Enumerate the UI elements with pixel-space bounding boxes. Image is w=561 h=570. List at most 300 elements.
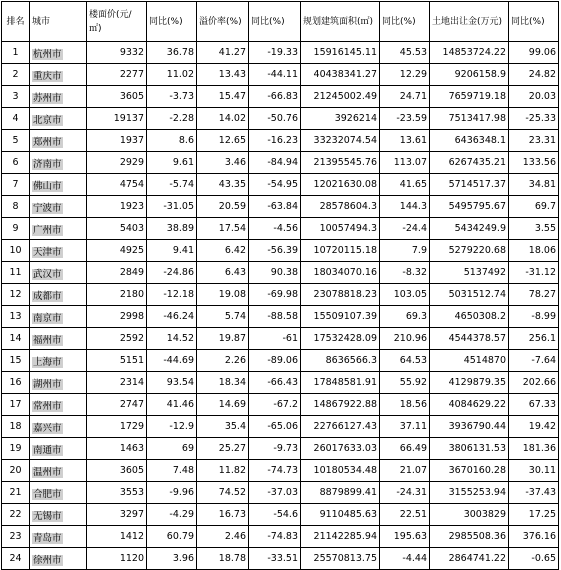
table-row	[2, 240, 559, 262]
header-floor-price: 楼面价(元/㎡)	[87, 2, 147, 42]
building-area-cell: 10057494.3	[301, 218, 380, 240]
building-area-cell: 8636566.3	[301, 350, 380, 372]
floor-price-cell: 1729	[87, 416, 147, 438]
rank-cell: 11	[2, 262, 30, 284]
building-area-yoy-cell: -8.32	[380, 262, 430, 284]
land-revenue-cell: 2864741.22	[430, 548, 509, 570]
premium-yoy-cell: -63.84	[249, 196, 301, 218]
building-area-cell: 17848581.91	[301, 372, 380, 394]
floor-price-yoy-cell: 69	[147, 438, 197, 460]
floor-price-yoy-cell: 60.79	[147, 526, 197, 548]
premium-rate-cell: 20.59	[197, 196, 249, 218]
land-revenue-cell: 4544378.57	[430, 328, 509, 350]
land-revenue-cell: 5495795.67	[430, 196, 509, 218]
building-area-cell: 15916145.11	[301, 42, 380, 64]
rank-cell: 17	[2, 394, 30, 416]
premium-rate-cell: 12.65	[197, 130, 249, 152]
building-area-cell: 26017633.03	[301, 438, 380, 460]
table-row	[2, 174, 559, 196]
building-area-cell: 3926214	[301, 108, 380, 130]
city-cell	[30, 284, 87, 306]
floor-price-yoy-cell: 41.46	[147, 394, 197, 416]
header-floor-price-yoy: 同比(%)	[147, 2, 197, 42]
city-name: 济南市	[33, 158, 62, 170]
city-name: 合肥市	[33, 488, 62, 500]
land-revenue-yoy-cell: -37.43	[509, 482, 559, 504]
premium-rate-cell: 43.35	[197, 174, 249, 196]
premium-yoy-cell: -69.98	[249, 284, 301, 306]
city-name: 宁波市	[33, 202, 62, 214]
floor-price-cell: 2929	[87, 152, 147, 174]
land-revenue-cell: 3155253.94	[430, 482, 509, 504]
floor-price-cell: 3605	[87, 86, 147, 108]
rank-cell: 13	[2, 306, 30, 328]
city-cell	[30, 86, 87, 108]
land-revenue-cell: 6436348.1	[430, 130, 509, 152]
building-area-yoy-cell: 22.51	[380, 504, 430, 526]
table-row	[2, 218, 559, 240]
premium-yoy-cell: -19.33	[249, 42, 301, 64]
land-revenue-yoy-cell: -25.33	[509, 108, 559, 130]
city-cell	[30, 42, 87, 64]
floor-price-cell: 1937	[87, 130, 147, 152]
rank-cell: 8	[2, 196, 30, 218]
land-revenue-cell: 7513417.98	[430, 108, 509, 130]
land-revenue-yoy-cell: 256.1	[509, 328, 559, 350]
city-name: 成都市	[33, 290, 62, 302]
city-cell	[30, 372, 87, 394]
city-cell	[30, 64, 87, 86]
premium-yoy-cell: -88.58	[249, 306, 301, 328]
table-row	[2, 64, 559, 86]
floor-price-cell: 1463	[87, 438, 147, 460]
floor-price-yoy-cell: 8.6	[147, 130, 197, 152]
city-name: 重庆市	[33, 70, 62, 82]
floor-price-cell: 2277	[87, 64, 147, 86]
premium-yoy-cell: -89.06	[249, 350, 301, 372]
building-area-yoy-cell: 113.07	[380, 152, 430, 174]
table-row	[2, 196, 559, 218]
premium-yoy-cell: -65.06	[249, 416, 301, 438]
city-cell	[30, 504, 87, 526]
header-premium-rate: 溢价率(%)	[197, 2, 249, 42]
premium-yoy-cell: -61	[249, 328, 301, 350]
floor-price-cell: 1412	[87, 526, 147, 548]
city-cell	[30, 460, 87, 482]
rank-cell: 6	[2, 152, 30, 174]
land-revenue-cell: 14853724.22	[430, 42, 509, 64]
land-revenue-cell: 2985508.36	[430, 526, 509, 548]
city-name: 佛山市	[33, 180, 62, 192]
land-revenue-cell: 4084629.22	[430, 394, 509, 416]
land-revenue-yoy-cell: 3.55	[509, 218, 559, 240]
premium-yoy-cell: -66.43	[249, 372, 301, 394]
land-revenue-yoy-cell: 181.36	[509, 438, 559, 460]
building-area-yoy-cell: 64.53	[380, 350, 430, 372]
city-cell	[30, 152, 87, 174]
land-revenue-yoy-cell: -7.64	[509, 350, 559, 372]
floor-price-cell: 3605	[87, 460, 147, 482]
rank-cell: 14	[2, 328, 30, 350]
building-area-cell: 17532428.09	[301, 328, 380, 350]
land-revenue-yoy-cell: 78.27	[509, 284, 559, 306]
floor-price-cell: 1923	[87, 196, 147, 218]
building-area-cell: 21395545.76	[301, 152, 380, 174]
table-row	[2, 416, 559, 438]
floor-price-yoy-cell: 9.61	[147, 152, 197, 174]
city-cell	[30, 548, 87, 570]
building-area-cell: 18034070.16	[301, 262, 380, 284]
floor-price-cell: 3297	[87, 504, 147, 526]
premium-yoy-cell: -84.94	[249, 152, 301, 174]
building-area-cell: 40438341.27	[301, 64, 380, 86]
premium-yoy-cell: -33.51	[249, 548, 301, 570]
premium-yoy-cell: -67.2	[249, 394, 301, 416]
premium-yoy-cell: -66.83	[249, 86, 301, 108]
floor-price-yoy-cell: -31.05	[147, 196, 197, 218]
premium-rate-cell: 19.08	[197, 284, 249, 306]
floor-price-yoy-cell: -9.96	[147, 482, 197, 504]
city-name: 上海市	[33, 356, 62, 368]
city-name: 常州市	[33, 400, 62, 412]
table-row	[2, 482, 559, 504]
building-area-cell: 8879899.41	[301, 482, 380, 504]
land-revenue-cell: 9206158.9	[430, 64, 509, 86]
city-cell	[30, 416, 87, 438]
land-revenue-yoy-cell: -8.99	[509, 306, 559, 328]
city-name: 杭州市	[33, 48, 62, 60]
premium-yoy-cell: -50.76	[249, 108, 301, 130]
table-row	[2, 438, 559, 460]
city-name: 湖州市	[33, 378, 62, 390]
land-revenue-cell: 3806131.53	[430, 438, 509, 460]
header-rank: 排名	[2, 2, 30, 42]
premium-rate-cell: 41.27	[197, 42, 249, 64]
floor-price-cell: 2998	[87, 306, 147, 328]
building-area-cell: 10180534.48	[301, 460, 380, 482]
city-name: 温州市	[33, 466, 62, 478]
land-revenue-cell: 5279220.68	[430, 240, 509, 262]
rank-cell: 3	[2, 86, 30, 108]
premium-yoy-cell: -54.6	[249, 504, 301, 526]
rank-cell: 16	[2, 372, 30, 394]
floor-price-cell: 4925	[87, 240, 147, 262]
rank-cell: 2	[2, 64, 30, 86]
floor-price-yoy-cell: 36.78	[147, 42, 197, 64]
land-revenue-cell: 7659719.18	[430, 86, 509, 108]
floor-price-yoy-cell: -24.86	[147, 262, 197, 284]
floor-price-yoy-cell: -46.24	[147, 306, 197, 328]
rank-cell: 5	[2, 130, 30, 152]
city-cell	[30, 130, 87, 152]
premium-yoy-cell: -54.95	[249, 174, 301, 196]
premium-yoy-cell: -56.39	[249, 240, 301, 262]
building-area-yoy-cell: 24.71	[380, 86, 430, 108]
floor-price-cell: 5403	[87, 218, 147, 240]
table-row	[2, 328, 559, 350]
city-cell	[30, 262, 87, 284]
building-area-yoy-cell: 12.29	[380, 64, 430, 86]
header-building-area-yoy: 同比(%)	[380, 2, 430, 42]
floor-price-cell: 5151	[87, 350, 147, 372]
premium-rate-cell: 6.42	[197, 240, 249, 262]
land-revenue-cell: 5714517.37	[430, 174, 509, 196]
premium-yoy-cell: -4.56	[249, 218, 301, 240]
premium-rate-cell: 14.69	[197, 394, 249, 416]
building-area-yoy-cell: 21.07	[380, 460, 430, 482]
building-area-yoy-cell: 37.11	[380, 416, 430, 438]
city-name: 嘉兴市	[33, 422, 62, 434]
rank-cell: 9	[2, 218, 30, 240]
premium-rate-cell: 3.46	[197, 152, 249, 174]
city-cell	[30, 526, 87, 548]
floor-price-cell: 9332	[87, 42, 147, 64]
land-revenue-cell: 3936790.44	[430, 416, 509, 438]
city-name: 广州市	[33, 224, 62, 236]
premium-yoy-cell: 90.38	[249, 262, 301, 284]
city-cell	[30, 240, 87, 262]
table-row	[2, 306, 559, 328]
table-row	[2, 108, 559, 130]
land-revenue-yoy-cell: 67.33	[509, 394, 559, 416]
header-row	[2, 2, 559, 42]
land-revenue-cell: 4514870	[430, 350, 509, 372]
land-revenue-yoy-cell: 18.06	[509, 240, 559, 262]
land-revenue-yoy-cell: 17.25	[509, 504, 559, 526]
rank-cell: 4	[2, 108, 30, 130]
land-revenue-cell: 5137492	[430, 262, 509, 284]
building-area-cell: 12021630.08	[301, 174, 380, 196]
header-land-revenue-yoy: 同比(%)	[509, 2, 559, 42]
land-revenue-cell: 4129879.35	[430, 372, 509, 394]
table-row	[2, 350, 559, 372]
premium-rate-cell: 16.73	[197, 504, 249, 526]
floor-price-yoy-cell: 93.54	[147, 372, 197, 394]
land-revenue-yoy-cell: 23.31	[509, 130, 559, 152]
header-building-area: 规划建筑面积(㎡)	[301, 2, 380, 42]
floor-price-cell: 2849	[87, 262, 147, 284]
city-name: 青岛市	[33, 532, 62, 544]
city-cell	[30, 108, 87, 130]
header-land-revenue: 土地出让金(万元)	[430, 2, 509, 42]
floor-price-cell: 19137	[87, 108, 147, 130]
land-revenue-yoy-cell: 19.42	[509, 416, 559, 438]
building-area-yoy-cell: 195.63	[380, 526, 430, 548]
table-row	[2, 526, 559, 548]
building-area-yoy-cell: 69.3	[380, 306, 430, 328]
land-revenue-yoy-cell: 34.81	[509, 174, 559, 196]
premium-rate-cell: 11.82	[197, 460, 249, 482]
floor-price-cell: 3553	[87, 482, 147, 504]
table-row	[2, 460, 559, 482]
rank-cell: 7	[2, 174, 30, 196]
floor-price-yoy-cell: 38.89	[147, 218, 197, 240]
building-area-yoy-cell: -24.4	[380, 218, 430, 240]
floor-price-yoy-cell: -12.18	[147, 284, 197, 306]
premium-rate-cell: 2.26	[197, 350, 249, 372]
city-cell	[30, 438, 87, 460]
land-revenue-cell: 4650308.2	[430, 306, 509, 328]
city-name: 南通市	[33, 444, 62, 456]
premium-yoy-cell: -37.03	[249, 482, 301, 504]
table-row	[2, 372, 559, 394]
floor-price-yoy-cell: 3.96	[147, 548, 197, 570]
city-name: 南京市	[33, 312, 62, 324]
city-cell	[30, 482, 87, 504]
premium-rate-cell: 6.43	[197, 262, 249, 284]
land-revenue-yoy-cell: 133.56	[509, 152, 559, 174]
building-area-cell: 10720115.18	[301, 240, 380, 262]
premium-rate-cell: 35.4	[197, 416, 249, 438]
premium-yoy-cell: -74.83	[249, 526, 301, 548]
building-area-cell: 28578604.3	[301, 196, 380, 218]
building-area-yoy-cell: -24.31	[380, 482, 430, 504]
building-area-yoy-cell: 7.9	[380, 240, 430, 262]
premium-yoy-cell: -74.73	[249, 460, 301, 482]
floor-price-cell: 2747	[87, 394, 147, 416]
rank-cell: 23	[2, 526, 30, 548]
table-row	[2, 394, 559, 416]
rank-cell: 1	[2, 42, 30, 64]
floor-price-yoy-cell: -44.69	[147, 350, 197, 372]
premium-rate-cell: 19.87	[197, 328, 249, 350]
city-name: 郑州市	[33, 136, 62, 148]
building-area-cell: 15509107.39	[301, 306, 380, 328]
premium-rate-cell: 13.43	[197, 64, 249, 86]
land-revenue-cell: 6267435.21	[430, 152, 509, 174]
floor-price-yoy-cell: -12.9	[147, 416, 197, 438]
building-area-cell: 9110485.63	[301, 504, 380, 526]
land-revenue-yoy-cell: 202.66	[509, 372, 559, 394]
land-sale-ranking-table	[1, 1, 559, 570]
table-row	[2, 86, 559, 108]
premium-rate-cell: 15.47	[197, 86, 249, 108]
land-revenue-yoy-cell: -31.12	[509, 262, 559, 284]
premium-yoy-cell: -9.73	[249, 438, 301, 460]
building-area-cell: 14867922.88	[301, 394, 380, 416]
building-area-cell: 21142285.94	[301, 526, 380, 548]
premium-rate-cell: 25.27	[197, 438, 249, 460]
city-name: 无锡市	[33, 510, 62, 522]
premium-rate-cell: 14.02	[197, 108, 249, 130]
premium-rate-cell: 18.34	[197, 372, 249, 394]
floor-price-yoy-cell: 11.02	[147, 64, 197, 86]
table-row	[2, 152, 559, 174]
premium-yoy-cell: -44.11	[249, 64, 301, 86]
floor-price-yoy-cell: -2.28	[147, 108, 197, 130]
premium-rate-cell: 17.54	[197, 218, 249, 240]
premium-rate-cell: 74.52	[197, 482, 249, 504]
floor-price-yoy-cell: -4.29	[147, 504, 197, 526]
land-revenue-yoy-cell: 376.16	[509, 526, 559, 548]
city-cell	[30, 350, 87, 372]
building-area-cell: 23078818.23	[301, 284, 380, 306]
floor-price-yoy-cell: 14.52	[147, 328, 197, 350]
table-row	[2, 504, 559, 526]
floor-price-cell: 4754	[87, 174, 147, 196]
building-area-cell: 33232074.54	[301, 130, 380, 152]
city-name: 徐州市	[33, 554, 62, 566]
premium-yoy-cell: -16.23	[249, 130, 301, 152]
table-row	[2, 130, 559, 152]
city-name: 武汉市	[33, 268, 62, 280]
land-revenue-yoy-cell: 24.82	[509, 64, 559, 86]
land-revenue-cell: 5031512.74	[430, 284, 509, 306]
building-area-cell: 25570813.75	[301, 548, 380, 570]
premium-rate-cell: 2.46	[197, 526, 249, 548]
header-city: 城市	[30, 2, 87, 42]
city-name: 福州市	[33, 334, 62, 346]
land-revenue-cell: 5434249.9	[430, 218, 509, 240]
premium-rate-cell: 5.74	[197, 306, 249, 328]
city-cell	[30, 196, 87, 218]
floor-price-cell: 2592	[87, 328, 147, 350]
floor-price-cell: 2180	[87, 284, 147, 306]
table-row	[2, 42, 559, 64]
city-cell	[30, 218, 87, 240]
building-area-yoy-cell: 55.92	[380, 372, 430, 394]
building-area-yoy-cell: -4.44	[380, 548, 430, 570]
floor-price-cell: 1120	[87, 548, 147, 570]
floor-price-yoy-cell: 9.41	[147, 240, 197, 262]
building-area-yoy-cell: 210.96	[380, 328, 430, 350]
rank-cell: 19	[2, 438, 30, 460]
rank-cell: 15	[2, 350, 30, 372]
table-row	[2, 548, 559, 570]
building-area-yoy-cell: 41.65	[380, 174, 430, 196]
floor-price-yoy-cell: -3.73	[147, 86, 197, 108]
building-area-yoy-cell: 103.05	[380, 284, 430, 306]
city-name: 北京市	[33, 114, 62, 126]
land-revenue-yoy-cell: 99.06	[509, 42, 559, 64]
rank-cell: 12	[2, 284, 30, 306]
city-cell	[30, 328, 87, 350]
city-name: 苏州市	[33, 92, 62, 104]
rank-cell: 10	[2, 240, 30, 262]
header-premium-yoy: 同比(%)	[249, 2, 301, 42]
building-area-cell: 21245002.49	[301, 86, 380, 108]
land-revenue-yoy-cell: -0.65	[509, 548, 559, 570]
land-revenue-yoy-cell: 20.03	[509, 86, 559, 108]
building-area-yoy-cell: 45.53	[380, 42, 430, 64]
rank-cell: 20	[2, 460, 30, 482]
floor-price-cell: 2314	[87, 372, 147, 394]
floor-price-yoy-cell: 7.48	[147, 460, 197, 482]
city-cell	[30, 174, 87, 196]
city-cell	[30, 394, 87, 416]
land-revenue-cell: 3670160.28	[430, 460, 509, 482]
premium-rate-cell: 18.78	[197, 548, 249, 570]
building-area-yoy-cell: 18.56	[380, 394, 430, 416]
building-area-cell: 22766127.43	[301, 416, 380, 438]
land-revenue-yoy-cell: 30.11	[509, 460, 559, 482]
land-revenue-yoy-cell: 69.7	[509, 196, 559, 218]
building-area-yoy-cell: -23.59	[380, 108, 430, 130]
rank-cell: 22	[2, 504, 30, 526]
floor-price-yoy-cell: -5.74	[147, 174, 197, 196]
building-area-yoy-cell: 13.61	[380, 130, 430, 152]
rank-cell: 18	[2, 416, 30, 438]
land-revenue-cell: 3003829	[430, 504, 509, 526]
rank-cell: 21	[2, 482, 30, 504]
table-row	[2, 284, 559, 306]
building-area-yoy-cell: 144.3	[380, 196, 430, 218]
city-cell	[30, 306, 87, 328]
table-row	[2, 262, 559, 284]
rank-cell: 24	[2, 548, 30, 570]
building-area-yoy-cell: 66.49	[380, 438, 430, 460]
city-name: 天津市	[33, 246, 62, 258]
